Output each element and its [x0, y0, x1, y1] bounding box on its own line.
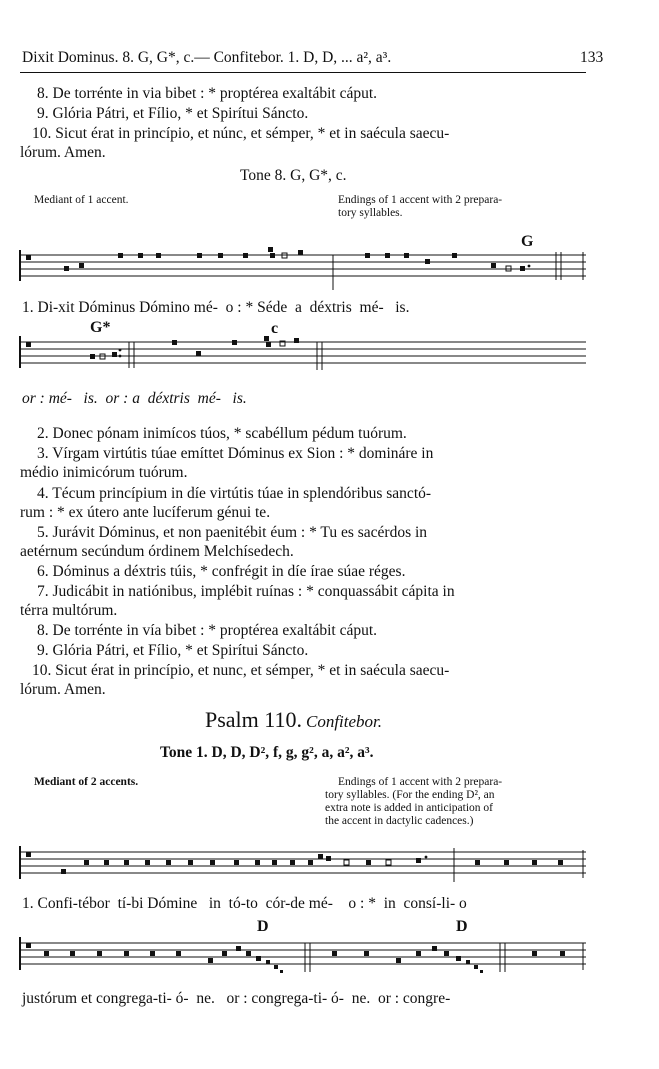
page-number: 133 — [580, 49, 604, 66]
ending-label-c: c — [271, 320, 279, 337]
ending-label-d1: D — [257, 918, 269, 935]
verse-line: 3. Vírgam virtútis túae emíttet Dóminus ex Sion : * domináre in — [37, 445, 434, 462]
verse-line: 10. Sicut érat in princípio, et núnc, et sémper, * et in saécula saecu- — [32, 125, 450, 142]
lyrics-line: justórum et congrega-ti- ó- ne. or : congrega-ti- ó- ne. or : congre- — [22, 990, 451, 1007]
endings-note: tory syllables. (For the ending D², an — [325, 789, 495, 801]
verse-line: 8. De torrénte in via bibet : * proptérea exaltábit cáput. — [37, 85, 378, 102]
verse-line: lórum. Amen. — [20, 681, 106, 698]
lyrics-line: 1. Di-xit Dóminus Dómino mé- o : * Séde a déxtris mé- is. — [22, 299, 410, 316]
psalm-name: Confitebor. — [305, 712, 383, 731]
endings-note: tory syllables. — [338, 207, 403, 219]
ending-label-g: G — [521, 233, 534, 250]
lyrics-line: or : mé- is. or : a déxtris mé- is. — [22, 390, 247, 407]
verse-line: aetérnum secúndum órdinem Melchísedech. — [20, 543, 294, 560]
verse-line: 9. Glória Pátri, et Fílio, * et Spirítui Sáncto. — [37, 642, 309, 659]
verse-line: lórum. Amen. — [20, 144, 106, 161]
tone-title: Tone 1. D, D, D², f, g, g², a, a², a³. — [160, 744, 374, 761]
verse-line: térra multórum. — [20, 602, 118, 619]
mediant-note: Mediant of 1 accent. — [34, 194, 129, 206]
verse-line: 8. De torrénte in vía bibet : * proptérea exaltábit cáput. — [37, 622, 378, 639]
endings-note: Endings of 1 accent with 2 prepara- — [338, 776, 503, 788]
verse-line: médio inimicórum tuórum. — [20, 464, 188, 481]
lyrics-line: 1. Confi-tébor tí-bi Dómine in tó-to cór-de mé- o : * in consí-li- o — [22, 895, 467, 912]
verse-line: 6. Dóminus a déxtris túis, * confrégit in díe írae súae réges. — [37, 563, 406, 580]
verse-line: rum : * ex útero ante lucíferum génui te. — [20, 504, 271, 521]
psalm-number: Psalm 110. — [205, 707, 302, 732]
ending-label-d2: D — [456, 918, 468, 935]
ending-label-gstar: G* — [90, 319, 111, 336]
verse-line: 2. Donec pónam inimícos túos, * scabéllum pédum tuórum. — [37, 425, 407, 442]
endings-note: the accent in dactylic cadences.) — [325, 815, 474, 827]
verse-line: 7. Judicábit in natiónibus, implébit ruínas : * conquassábit cápita in — [37, 583, 455, 600]
mediant-note: Mediant of 2 accents. — [34, 776, 139, 788]
tone-title: Tone 8. G, G*, c. — [240, 167, 347, 184]
verse-line: 10. Sicut érat in princípio, et nunc, et sémper, * et in saécula saecu- — [32, 662, 450, 679]
running-title: Dixit Dominus. 8. G, G*, c.— Confitebor. 1. D, D, ... a², a³. — [22, 49, 392, 66]
endings-note: extra note is added in anticipation of — [325, 802, 493, 814]
verse-line: 9. Glória Pátri, et Fílio, * et Spirítui Sáncto. — [37, 105, 309, 122]
endings-note: Endings of 1 accent with 2 prepara- — [338, 194, 503, 206]
verse-line: 5. Jurávit Dóminus, et non paenitébit éum : * Tu es sacérdos in — [37, 524, 428, 541]
verse-line: 4. Técum princípium in díe virtútis túae in splendóribus sanctó- — [37, 485, 432, 502]
